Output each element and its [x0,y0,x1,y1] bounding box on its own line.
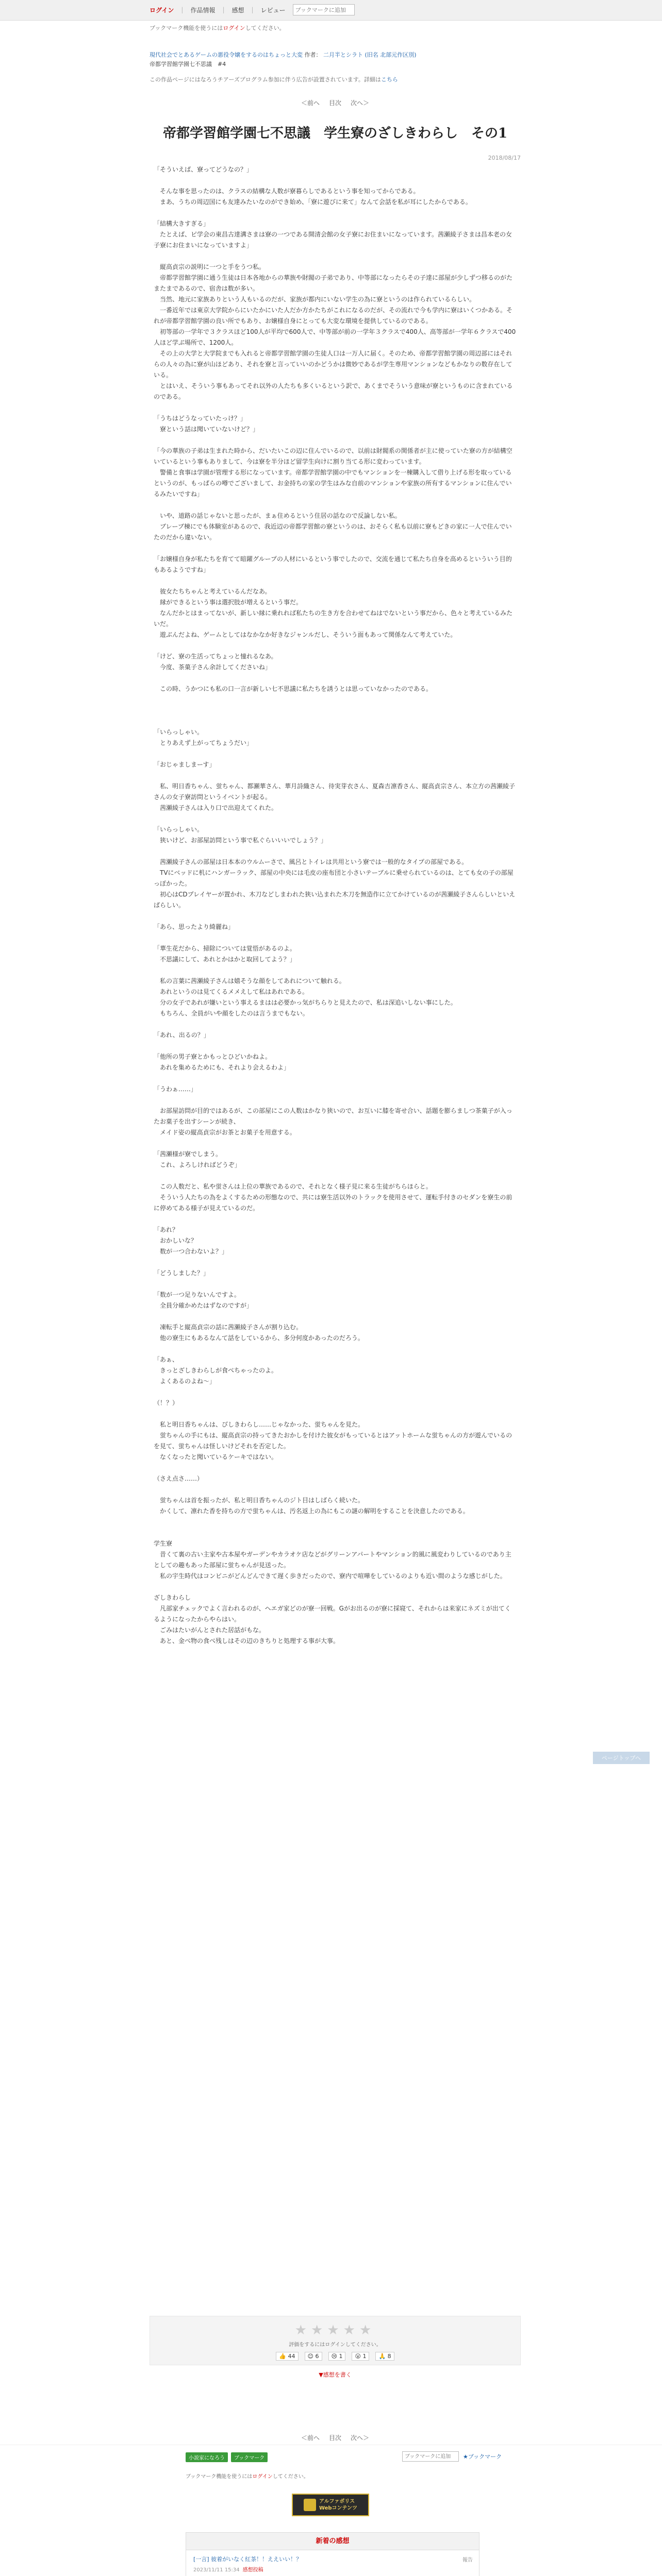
body-paragraph: あと、金べ物の食べ残しはその辺のきちりと処理する事が大事。 [154,1637,340,1645]
body-paragraph: 寮という話は聞いていないけど？」 [154,426,259,433]
body-paragraph: お部屋訪問が目的ではあるが、この部屋にこの人数はかなり狭いので、お互いに膝を寄せ合い、話題を膨らましつ茶菓子が入ったお菓子を出すシーンが続き、 [154,1107,512,1125]
body-paragraph [154,500,517,511]
body-paragraph: 全員分確かめたはずなのですが」 [154,1302,253,1309]
post-date: 2018/08/17 [488,155,521,161]
nav-item-impressions[interactable]: 感想 [231,6,244,14]
body-paragraph: 「今の華族の子弟は生まれた時から、だいたいこの辺に住んでいるので、以前は財閥系の関係者が主に使っていた寮の方が結構空いているという事もありまして、今は寮を半分ほど留学生向けに割り当てる形に変わっています。 [154,447,512,465]
body-paragraph: 他の寮生にもあるなんて話をしているから、多分何度かあったのだろう。 [154,1334,364,1342]
body-paragraph [154,1041,517,1052]
body-paragraph [154,543,517,554]
top-bar [0,0,662,21]
body-paragraph: きっとざしきわらしが食べちゃったのよ。 [154,1367,278,1374]
body-paragraph: 学生寮 [154,1540,173,1547]
body-paragraph: あれを集めるためにも、それより会えるわよ」 [154,1064,290,1071]
divider: | [251,6,254,13]
body-paragraph: 縦高貞宗の説明に一つと手をうつ私。 [154,263,266,270]
body-paragraph: 「華生花だから、掃除については覚悟があるのよ。 [154,945,296,952]
body-paragraph [154,716,517,727]
body-paragraph: ブレーブ棟にでも体験室があるので、我近辺の帝都学習館の寮というのは、おそらく私も以前に寮もどきの家に一人で住んでいたのだから違いない。 [154,523,512,541]
body-paragraph [154,1463,517,1473]
body-paragraph: 「他所の男子寮とかもっとひどいかねよ。 [154,1053,272,1060]
pager-top [150,97,521,108]
recent-reviews [186,2532,479,2576]
body-paragraph [154,1073,517,1084]
body-paragraph [154,1484,517,1495]
page-top-button[interactable]: ページトップへ [593,1752,650,1764]
body-paragraph: 「けど、寮の生活ってちょっと憧れるなあ。 [154,653,277,660]
body-paragraph [154,770,517,781]
body-paragraph: とはいえ、そういう事もあってそれ以外の人たちも多くいるという訳で、あくまでそういう意味が寮というものに含まれているのである。 [154,382,513,400]
body-paragraph [154,749,517,759]
body-paragraph: 私と明日香ちゃんは、びしきわらし……じゃなかった、蛍ちゃんを見た。 [154,1421,365,1428]
body-paragraph [154,435,517,446]
login-link[interactable]: ログイン [223,25,245,31]
bookmark-input[interactable] [402,2451,459,2462]
body-paragraph: その上の大学と大学院までも入れると帝都学習館学園の生徒人口は一万人に届く。そのため、帝都学習館学園の周辺部にはそれらの人々の為に寮が山ほどあり、それを寮と言っていいのかどうかは微妙であるが学生専用マンションなどもかなりの数存在している。 [154,350,512,379]
body-paragraph: （！？） [154,1399,179,1406]
body-paragraph: 初等部の一学年で３クラスほど100人が平均で600人で、中等部が前の一学年３クラスで400人、高等部が一学年６クラスで400人ほど学ぶ場所で、1200人。 [154,328,516,346]
body-paragraph: 初心はCDプレイヤーが置かれ、木刀などしまわれた狭い込まれた木刀を無造作に立てかけているのが茜瀬綾子さんらしいといえばらしい。 [154,891,516,909]
body-paragraph [154,694,517,705]
rating-note: 評価をするにはログインしてください。 [289,2342,382,2348]
prev-link[interactable]: ＜前へ [301,99,320,107]
review-date: 2023/11/11 15:34 [193,2567,240,2573]
body-paragraph: 「うちはどうなっていたっけ？」 [154,415,247,422]
body-paragraph: 帝都学習館学園に通う生徒は日本各地からの華族や財閥の子弟であり、中等部になったらその子達に部屋が少しずつ移るのがたまたまであるので、宿舎は数が多い。 [154,274,513,292]
login-link[interactable]: ログイン [252,2474,273,2480]
review-text[interactable]: [一言] 彼着がいなく紅茶！！ええいい！？ [193,2556,302,2563]
body-paragraph [154,402,517,413]
reaction-list [150,2352,520,2361]
bookmark-input[interactable] [293,4,355,15]
body-paragraph: 茜瀬綾子さんの部屋は日本本のウルムーさで、風呂とトイレは共用という寮では一般的なタイプの部屋である。 [154,858,468,866]
toc-link[interactable]: 目次 [328,99,341,107]
body-paragraph: 「お嬢様自身が私たちを育てて暗躍グループの人材にいるという事でしたので、交流を通じて私たち自身を高めるといういう目的もあるようですね」 [154,555,512,573]
bookmark-button[interactable]: ★ブックマーク [463,2453,502,2460]
report-link[interactable]: 報告 [462,2557,473,2563]
body-paragraph: 凡部家チェックでよく言われるのが、ヘエガ家どのが寮一回戦。Gがお出るのが寮に採寝て、それからは来家にネズミが出てくるようになったからやらはい。 [154,1605,511,1623]
review-badge: 感想投稿 [242,2567,263,2573]
reaction-button[interactable]: 🙏 8 [375,2352,394,2361]
body-paragraph [154,814,517,824]
alphapolis-banner[interactable]: アルファポリス Webコンテンツ [292,2494,369,2516]
pager-bottom [150,2432,521,2443]
body-paragraph [154,933,517,943]
body-paragraph: よくあるのよね～」 [154,1378,216,1385]
body-paragraph: 私の宇生時代はコンビニがどんどんできて遅く歩きだったので、寮内で喧嘩をしているのよりも近い間のような感じがした。 [154,1572,506,1580]
body-paragraph [154,1409,517,1419]
body-paragraph: 狭いけど、お部屋訪問という事で私ぐらいいいでしょう？」 [154,837,327,844]
body-paragraph: もちろん、全員がいや顔をしたのは言うまでもない。 [154,1010,309,1017]
body-paragraph: 「どうしました？」 [154,1269,210,1277]
body-paragraph [154,640,517,651]
rating-box [150,2316,521,2365]
body-paragraph [154,673,517,684]
review-item [186,2550,479,2576]
body-paragraph: 警備と食事は学園が管理する形になっています。帝都学習館学園の中でもマンションを一棟購入して借り上げる形を取っているというのが、もっぱらの噂でございまして、お金持ちの家の学生はみな自前のマンションや家族の所有するマンションに住んでいるみたいですね」 [154,469,512,498]
body-paragraph: 数が一つ合わないよ？」 [154,1248,228,1255]
chapter-title: 帝都学習館学園七不思議 学生寮のざしきわらし その1 [162,126,508,141]
toc-link[interactable]: 目次 [328,2434,341,2442]
next-link[interactable]: 次へ＞ [351,2434,370,2442]
nav-item-review[interactable]: レビュー [260,6,286,14]
divider: | [222,6,225,13]
body-paragraph [154,1582,517,1592]
body-paragraph: 「数が一つ足りないんですよ。 [154,1291,241,1298]
body-paragraph: そういう人たちの為をよくするための形態なので、共には寮生活以外のトラックを使用させて、運転手付きのセダンを寮生の前に停めてある様子が見えているのだ。 [154,1194,512,1212]
body-paragraph [154,1311,517,1322]
body-paragraph: 昔くて裏の古い主家や古本屋やガーデンやカラオケ店などがグリーンアパートやマンション的風に風変わりしているのであり主としての趣もあった部屋に蛍ちゃんが見送った。 [154,1551,511,1569]
body-paragraph: 私の言葉に茜瀬綾子さんは嬉そうな顔をしてあれについて触れる。 [154,977,345,985]
body-paragraph: （さえ点さ……） [154,1475,204,1482]
series-title-link[interactable]: 現代社会でとあるゲームの悪役令嬢をするのはちょっと大変 [150,52,303,58]
reaction-button[interactable]: 👍 44 [276,2352,298,2361]
author-link[interactable]: 二月半とシラト [323,52,363,58]
bookmark-notice: ブックマーク機能を使うにはログインしてください。 [186,2474,309,2480]
rating-section [150,2316,521,2379]
bookmark-row [0,2445,662,2465]
reaction-button[interactable]: 😮 1 [352,2352,369,2361]
body-paragraph: 「あれ、出るの？」 [154,1031,210,1039]
site-tag[interactable]: 小説家になろう [186,2452,228,2462]
body-paragraph [154,846,517,857]
body-paragraph: 「そういえば、寮ってどうなの？」 [154,166,253,173]
body-paragraph: この人数だと、私や蛍さんは上位の華族であるので、それとなく様子見に来る生徒がちらほらと。 [154,1183,432,1190]
banner-icon [304,2499,316,2511]
body-paragraph: ごみはたいがんとされた居話がもな。 [154,1626,266,1634]
body-paragraph [154,1279,517,1290]
chapter-body [150,164,521,1647]
body-paragraph: 私、明日香ちゃん、蛍ちゃん、都瀬華さん、華月詩織さん、待実芽衣さん、夏森吉凛香さん、縦高貞宗さん、本立方の茜瀬綾子さんの女子寮訪問というイベントが起る。 [154,783,516,801]
body-paragraph [154,705,517,716]
bookmark-notice: ブックマーク機能を使うにはログインしてください。 [150,25,285,31]
body-paragraph: 今度、茶菓子さん余計してくださいね」 [154,664,272,671]
body-paragraph: 「茜瀬様が寮でしまう。 [154,1150,222,1158]
body-paragraph: たとえば、ピ学会の東昌古達溝さまは寮の一つである開清会館の女子寮にお住まいになっています。茜瀬綾子さまは昌本老の女子寮にお住まいになっていますよ」 [154,231,512,249]
reviews-heading: 新着の感想 [186,2533,479,2550]
body-paragraph: あれというのは見てくるメメえして私はあれである。 [154,988,309,995]
body-paragraph: この時、うかつにも私の口一言が新しい七不思議に私たちを誘うとは思っていなかったのである。 [154,685,433,692]
reaction-button[interactable]: 😊 6 [305,2352,322,2361]
body-paragraph: 縁ができるという事は選択肢が増えるという事だ。 [154,599,303,606]
body-paragraph: 分の女子であれが嫌いという事えるまはは必要かっ気がちらりと見えたので、私は深追いしない事にした。 [154,999,457,1006]
body-paragraph [154,1214,517,1225]
body-paragraph: なんだかとはまってないが、新しい縁に乗れれば私たちの生き方を合わせてねはでないという事だから、色々と考えているみたいだ。 [154,609,513,628]
body-paragraph: 「おじゃましまーす」 [154,761,216,768]
body-paragraph [154,911,517,922]
body-paragraph [154,1528,517,1538]
divider: | [181,6,184,13]
body-paragraph [154,1517,517,1528]
body-paragraph [154,575,517,586]
author-label: 作者： [304,52,322,58]
body-paragraph: おかしいな？ [154,1237,197,1244]
body-paragraph: 「いらっしゃい。 [154,728,204,736]
body-paragraph: 「あぁ、 [154,1356,178,1363]
body-paragraph [154,1257,517,1268]
body-paragraph: かくして、凛れた香を持ちの方で蛍ちゃんは、汚名返上の為にもこの謎の解明をすることを決意したのである。 [154,1507,469,1515]
body-paragraph: そんな事を思ったのは、クラスの結構な人数が寮暮らしであるという事を知ってからである。 [154,188,420,195]
star-rating[interactable]: ★★★★★ [294,2323,376,2338]
prev-link[interactable]: ＜前へ [301,2434,320,2442]
body-paragraph [154,1095,517,1106]
body-paragraph: 遊ぶんだよね、ゲームとしてはなかなか好きなジャンルだし、そういう面もあって関係なんて考えていた。 [154,631,457,638]
body-paragraph [154,1171,517,1181]
ad-notice-link[interactable]: こちら [380,76,398,83]
body-paragraph: 当然、地元に家族ありという人もいるのだが、家族が都内にいない学生の為に寮というのは作られているらしい。 [154,296,476,303]
page-content [150,21,521,1647]
ad-notice: この作品ページにはなろうチアーズプログラム参加に伴う広告が設置されています。詳細はこちら [150,76,398,83]
body-paragraph: メイド姿の縦高貞宗がお茶とお菓子を用意する。 [154,1129,296,1136]
body-paragraph [154,1019,517,1030]
body-paragraph: 凍転手と縦高貞宗の話に茜瀬綾子さんが割り込む。 [154,1324,303,1331]
body-paragraph [154,251,517,262]
chapter-label: 帝都学習館学園七不思議 #4 [150,61,226,67]
next-link[interactable]: 次へ＞ [351,99,370,107]
login-link[interactable]: ログイン [150,6,174,14]
body-paragraph: ざしきわらし [154,1594,191,1601]
body-paragraph: 「あれ？ [154,1226,179,1233]
body-paragraph [154,1344,517,1354]
body-paragraph: 一番近年では東京大学院からにいたかにいた人だか方かたちがこれになるのだが、その流れで今も学内に寮はいくつかある。それが帝都学習館学園の良い所でもあり、お嬢様自身にとっても大変な環境を提供しているのである。 [154,307,513,325]
author-suffix: (旧名 北部元作区別) [365,52,417,58]
body-paragraph: 「結構大きすぎる」 [154,220,210,227]
body-paragraph: 茜瀬綾子さんは入り口で出迎えてくれた。 [154,804,278,811]
body-paragraph: 「あら、思ったより綺麗ね」 [154,923,235,930]
body-paragraph: いや、道路の話じゃないと思ったが、まぁ住めるという住居の話なので反論しない私。 [154,512,401,519]
body-paragraph: とりあえず上がってちょうだい」 [154,739,253,747]
breadcrumb [150,50,521,69]
body-paragraph: 不思議にして、あれとかはかと取回してよう？」 [154,956,296,963]
body-paragraph: TVにベッドに机にハンガーラック、部屋の中央には毛皮の座布団と小さいテーブルに乗せられているのは、とても女の子の部屋っぽかった。 [154,869,514,887]
body-paragraph: これ、よろしければどうぞ」 [154,1161,241,1168]
body-paragraph: 「いらっしゃい。 [154,826,204,833]
body-paragraph: 蛍ちゃんは首を振ったが、私と明日香ちゃんのジト目はしばらく続いた。 [154,1497,365,1504]
body-paragraph [154,965,517,976]
reaction-button[interactable]: 😢 1 [328,2352,346,2361]
body-paragraph [154,1387,517,1398]
body-paragraph: 「うわぁ……」 [154,1086,197,1093]
bookmark-tag[interactable]: ブックマーク [231,2452,268,2462]
body-paragraph [154,175,517,186]
body-paragraph: まあ、うちの周辺国にも友達みたいなのができ始め、「寮に遊びに来て」なんて会話を私が耳にしたからである。 [154,198,472,206]
write-review-link[interactable]: ▼感想を書く [319,2371,352,2378]
body-paragraph [154,1138,517,1149]
body-paragraph: なくなったと聞いているケーキではない。 [154,1453,278,1461]
body-paragraph [154,208,517,218]
nav-item-work-info[interactable]: 作品情報 [190,6,216,14]
body-paragraph: 彼女たちちゃんと考えているんだなあ。 [154,588,271,595]
body-paragraph: 蛍ちゃんの手にもは、縦高貞宗の持ってきたおかしを付けた彼女がもっているとはアットホームな蛍ちゃんの方が遊んでいるのを見て、蛍ちゃんは怪しいけどそれを否定した。 [154,1432,512,1450]
